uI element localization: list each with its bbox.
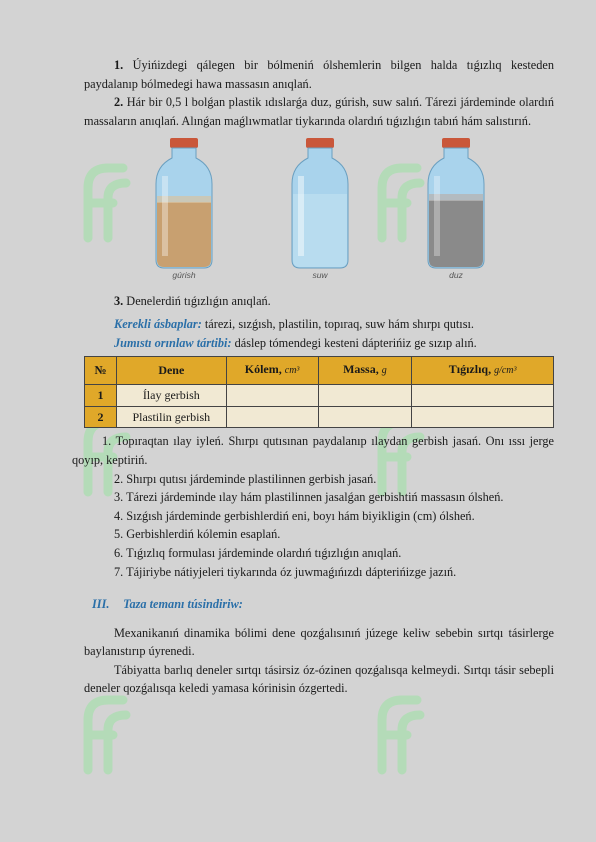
bottle-salt-label: duz xyxy=(449,269,463,280)
section-number: III. xyxy=(92,597,110,612)
step-4: 4. Sızǵısh járdeminde gerbishlerdiń eni, boyı hám biyikligin (cm) ólsheń. xyxy=(114,508,475,523)
paragraph-3 xyxy=(84,292,554,311)
table-cell-empty xyxy=(226,406,318,428)
table-cell-empty xyxy=(318,385,412,407)
order-line xyxy=(84,334,554,353)
data-table xyxy=(84,356,554,428)
explain-paragraph-1: Mexanikanıń dinamika bólimi dene qozǵalısınıń júzege keliw sebebin sırtqı tásirlerge baylanıstırıp úyrenedi. xyxy=(84,625,554,659)
paragraph-2-number: 2. xyxy=(114,95,124,110)
paragraph-3-text: Denelerdiń tıǵızlıǵın anıqlań. xyxy=(123,294,271,309)
table-header-mass: Massa, g xyxy=(318,357,412,385)
step-6: 6. Tıǵızlıq formulası járdeminde olardıń tıǵızlıǵın anıqlań. xyxy=(114,545,402,560)
table-header-number: № xyxy=(85,357,117,385)
table-header-density: Tıǵızlıq, g/cm³ xyxy=(412,357,554,385)
order-text: dáslep tómendegi kesteni dápterińiz ge sızıp alıń. xyxy=(231,335,477,350)
paragraph-2-text: Hár bir 0,5 l bolǵan plastik ıdıslarǵa duz, gúrish, suw salıń. Tárezi járdeminde olardıń massaların anıqlań. Alınǵan maǵlıwmatlar tiykarında olardıń tıǵızlıǵın tabıń hám salıstırıń. xyxy=(84,95,554,128)
step-7: 7. Tájiriybe nátiyjeleri tiykarında óz juwmaǵıńızdı dápterińizge jazıń. xyxy=(114,564,457,579)
table-header-body: Dene xyxy=(116,357,226,385)
paragraph-3-number: 3. xyxy=(114,294,124,309)
table-cell-empty xyxy=(412,385,554,407)
table-row xyxy=(85,406,554,428)
tools-line xyxy=(84,315,554,334)
tools-label: Kerekli ásbaplar: xyxy=(114,316,202,331)
bottle-water xyxy=(280,136,360,284)
table-cell-name: Ílay gerbish xyxy=(116,385,226,407)
paragraph-1 xyxy=(84,56,554,93)
explain-paragraph-2: Tábiyatta barlıq deneler sırtqı tásirsiz óz-ózinen qozǵalısqa kelmeydi. Sırtqı tásir sebepli deneler qozǵalısqa keledi yamasa kórinisin ózgertedi. xyxy=(84,662,554,696)
table-cell-empty xyxy=(412,406,554,428)
step-2: 2. Shırpı qutısı járdeminde plastilinnen gerbish jasań. xyxy=(114,471,377,486)
bottle-salt xyxy=(416,136,496,284)
bottle-rice-label: gúrish xyxy=(172,269,196,280)
table-cell-number: 2 xyxy=(85,406,117,428)
section-title: Taza temanı túsindiriw: xyxy=(123,597,243,612)
paragraph-2 xyxy=(84,93,554,130)
step-5: 5. Gerbishlerdiń kólemin esaplań. xyxy=(114,527,281,542)
table-cell-empty xyxy=(226,385,318,407)
paragraph-1-text: Úyińizdegi qálegen bir bólmeniń ólshemlerin bilgen halda tıǵızlıq kesteden paydalanıp bólmedegi hawa massasın anıqlań. xyxy=(84,58,554,91)
tools-text: tárezi, sızǵısh, plastilin, topıraq, suw hám shırpı qutısı. xyxy=(201,316,475,331)
bottle-rice xyxy=(144,136,224,284)
table-cell-name: Plastilin gerbish xyxy=(116,406,226,428)
page-content xyxy=(72,56,554,698)
table-row xyxy=(85,385,554,407)
table-header-row xyxy=(85,357,554,385)
step-1: 1. Topıraqtan ılay iyleń. Shırpı qutısınan paydalanıp ılaydan gerbish jasań. Onı ıssı jerge qoyıp, keptiriń. xyxy=(72,434,554,467)
table-cell-empty xyxy=(318,406,412,428)
section-heading xyxy=(84,595,554,614)
table-cell-number: 1 xyxy=(85,385,117,407)
bottles-figure xyxy=(84,136,554,286)
order-label: Jumıstı orınlaw tártibi: xyxy=(114,335,232,350)
bottle-water-label: suw xyxy=(312,269,328,280)
paragraph-1-number: 1. xyxy=(114,58,124,72)
step-3: 3. Tárezi járdeminde ılay hám plastilinnen jasalǵan gerbishtiń massasın ólsheń. xyxy=(114,490,504,505)
table-header-volume: Kólem, cm³ xyxy=(226,357,318,385)
